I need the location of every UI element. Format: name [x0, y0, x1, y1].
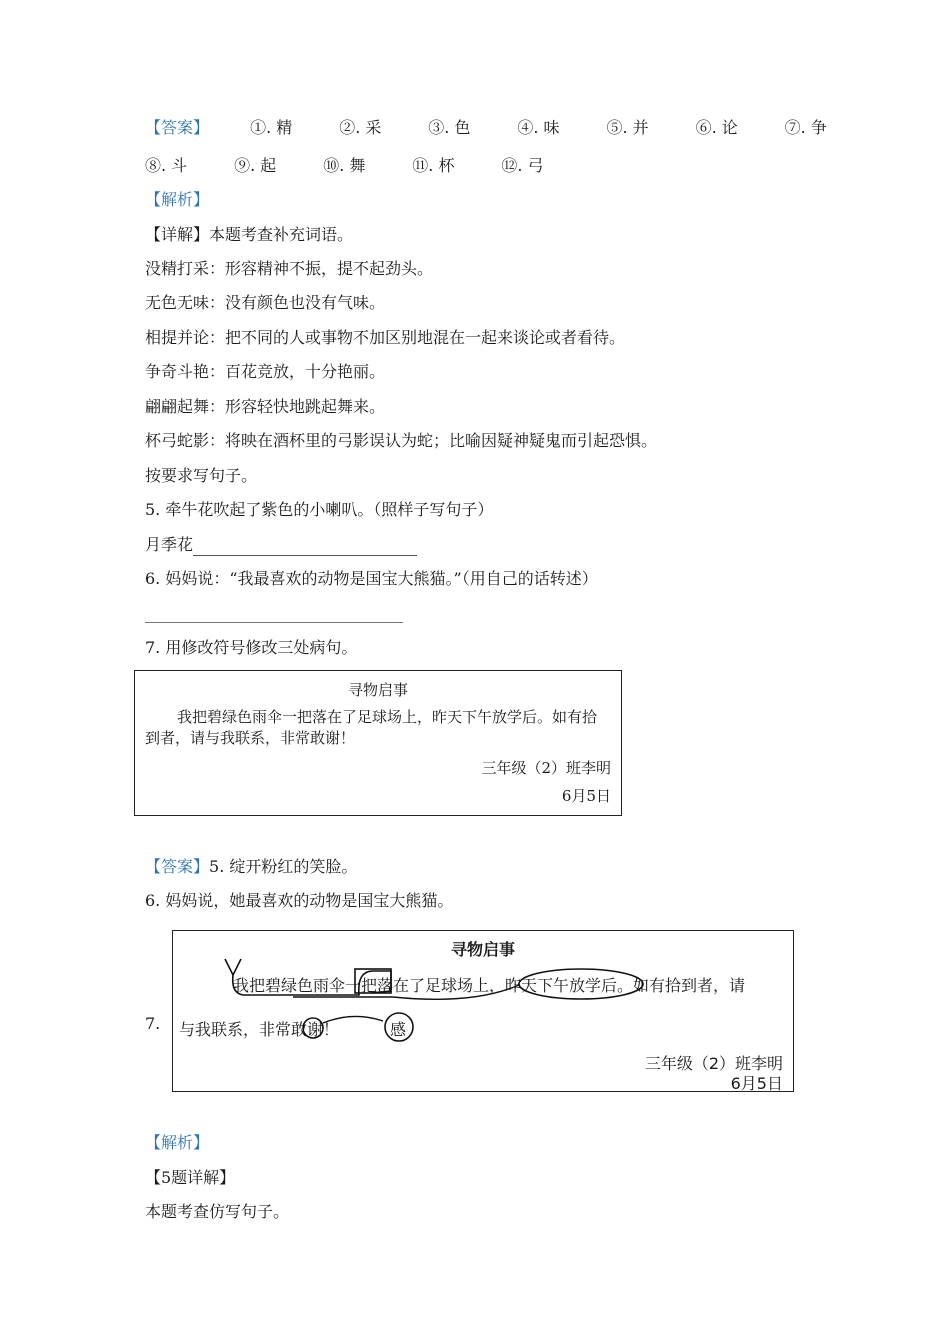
explanation-line: 本题考查仿写句子。: [145, 1202, 290, 1221]
answer-item: ⑤. 并: [606, 118, 649, 137]
answer-item: ⑪. 杯: [412, 156, 455, 175]
answer-5: 5. 绽开粉红的笑脸。: [209, 857, 358, 876]
explanation-line: 无色无味：没有颜色也没有气味。: [145, 293, 386, 312]
corrected-title: 寻物启事: [450, 940, 515, 959]
detail-heading: 【详解】本题考查补充词语。: [145, 225, 354, 244]
notice-signature: 三年级（2）班李明: [481, 759, 611, 777]
explanation-line: 没精打采：形容精神不振，提不起劲头。: [145, 259, 434, 278]
answer-blank: [145, 622, 403, 623]
answer-item: ⑥. 论: [695, 118, 738, 137]
explanation-line: 杯弓蛇影：将映在酒杯里的弓影误认为蛇；比喻因疑神疑鬼而引起恐惧。: [145, 431, 658, 450]
corrected-date: 6月5日: [730, 1074, 783, 1093]
corrected-notice-image: [172, 930, 794, 1092]
corrected-signature: 三年级（2）班李明: [644, 1054, 783, 1073]
answer-prefix: 月季花: [145, 535, 194, 554]
answer-item: ⑨. 起: [234, 156, 277, 175]
correction-marks: [173, 931, 795, 1093]
notice-body: 我把碧绿色雨伞一把落在了足球场上，昨天下午放学后。如有拾到者，请与我联系，非常敢谢！: [145, 708, 598, 747]
answer-tag: 【答案】: [145, 118, 210, 137]
question-5-answer-line: [145, 534, 417, 556]
question-6: 6. 妈妈说：“我最喜欢的动物是国宝大熊猫。”（用自己的话转述）: [145, 569, 598, 588]
notice-title: 寻物启事: [347, 681, 408, 699]
answer-7-number: 7.: [145, 1014, 161, 1033]
answer-item: ⑧. 斗: [145, 156, 188, 175]
answer-6: 6. 妈妈说，她最喜欢的动物是国宝大熊猫。: [145, 891, 454, 910]
answer-5-line: [145, 856, 357, 878]
answer-item: ⑩. 舞: [323, 156, 366, 175]
analysis-tag: 【解析】: [145, 190, 210, 209]
answer-row-2: [145, 155, 544, 177]
answer-item: ⑦. 争: [784, 118, 827, 137]
section-intro: 按要求写句子。: [145, 466, 258, 485]
answer-item: ③. 色: [428, 118, 471, 137]
answer-item: ①. 精: [250, 118, 293, 137]
detail-heading: 【5题详解】: [145, 1168, 236, 1187]
analysis-tag: 【解析】: [145, 1133, 210, 1152]
corrected-line-1: 我把碧绿色雨伞一把落在了足球场上，昨天下午放学后。如有拾到者，请: [233, 976, 746, 995]
question-7: 7. 用修改符号修改三处病句。: [145, 638, 358, 657]
notice-date: 6月5日: [561, 787, 611, 805]
answer-tag: 【答案】: [145, 857, 210, 876]
explanation-line: 争奇斗艳：百花竞放，十分艳丽。: [145, 362, 386, 381]
answer-blank: [193, 539, 417, 556]
answer-row-1: [145, 117, 827, 139]
answer-item: ⑫. 弓: [501, 156, 544, 175]
explanation-line: 相提并论：把不同的人或事物不加区别地混在一起来谈论或者看待。: [145, 328, 626, 347]
answer-item: ②. 采: [339, 118, 382, 137]
inserted-character: 感: [390, 1020, 407, 1039]
lost-notice-box: [134, 670, 622, 816]
answer-item: ④. 味: [517, 118, 560, 137]
corrected-line-2: 与我联系，非常敢谢！: [179, 1020, 340, 1039]
explanation-line: 翩翩起舞：形容轻快地跳起舞来。: [145, 397, 386, 416]
question-5: 5. 牵牛花吹起了紫色的小喇叭。（照样子写句子）: [145, 500, 494, 519]
